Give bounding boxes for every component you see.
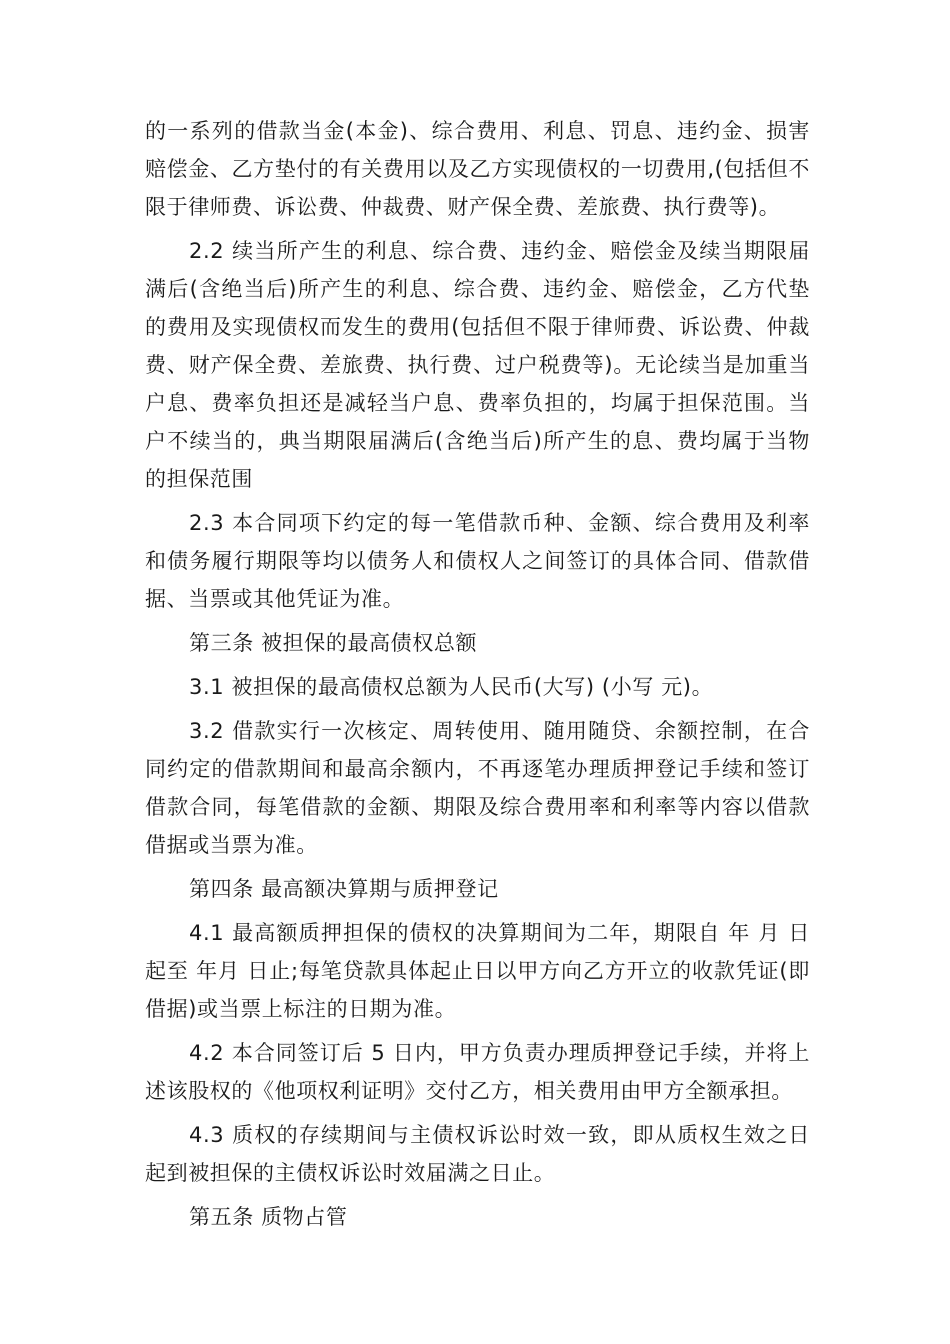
paragraph-continuation: 的一系列的借款当金(本金)、综合费用、利息、罚息、违约金、损害赔偿金、乙方垫付的有关费用以及乙方实现债权的一切费用,(包括但不限于律师费、诉讼费、仲裁费、财产保全费、差旅费、执行费等)。 <box>145 119 810 219</box>
clause-2-2: 2.2 续当所产生的利息、综合费、违约金、赔偿金及续当期限届满后(含绝当后)所产生的利息、综合费、违约金、赔偿金，乙方代垫的费用及实现债权而发生的费用(包括但不限于律师费、诉讼费、仲裁费、财产保全费、差旅费、执行费、过户税费等)。无论续当是加重当户息、费率负担还是减轻当户息、费率负担的，均属于担保范围。当户不续当的，典当期限届满后(含绝当后)所产生的息、费均属于当物的担保范围 <box>145 239 810 491</box>
clause-3-2: 3.2 借款实行一次核定、周转使用、随用随贷、余额控制，在合同约定的借款期间和最高余额内，不再逐笔办理质押登记手续和签订借款合同，每笔借款的金额、期限及综合费用率和利率等内容以借款借据或当票为准。 <box>145 719 810 857</box>
clause-4-2: 4.2 本合同签订后 5 日内，甲方负责办理质押登记手续，并将上述该股权的《他项权利证明》交付乙方，相关费用由甲方全额承担。 <box>145 1041 810 1103</box>
clause-2-3: 2.3 本合同项下约定的每一笔借款币种、金额、综合费用及利率和债务履行期限等均以债务人和债权人之间签订的具体合同、借款借据、当票或其他凭证为准。 <box>145 511 810 611</box>
clause-4-1: 4.1 最高额质押担保的债权的决算期间为二年，期限自 年 月 日起至 年月 日止;每笔贷款具体起止日以甲方向乙方开立的收款凭证(即借据)或当票上标注的日期为准。 <box>145 921 810 1021</box>
article-3-heading: 第三条 被担保的最高债权总额 <box>189 631 478 655</box>
article-5-heading: 第五条 质物占管 <box>189 1205 348 1229</box>
clause-3-1: 3.1 被担保的最高债权总额为人民币(大写) (小写 元)。 <box>189 675 714 699</box>
article-4-heading: 第四条 最高额决算期与质押登记 <box>189 877 499 901</box>
document-body <box>145 112 810 1242</box>
clause-4-3: 4.3 质权的存续期间与主债权诉讼时效一致，即从质权生效之日起到被担保的主债权诉讼时效届满之日止。 <box>145 1123 810 1185</box>
